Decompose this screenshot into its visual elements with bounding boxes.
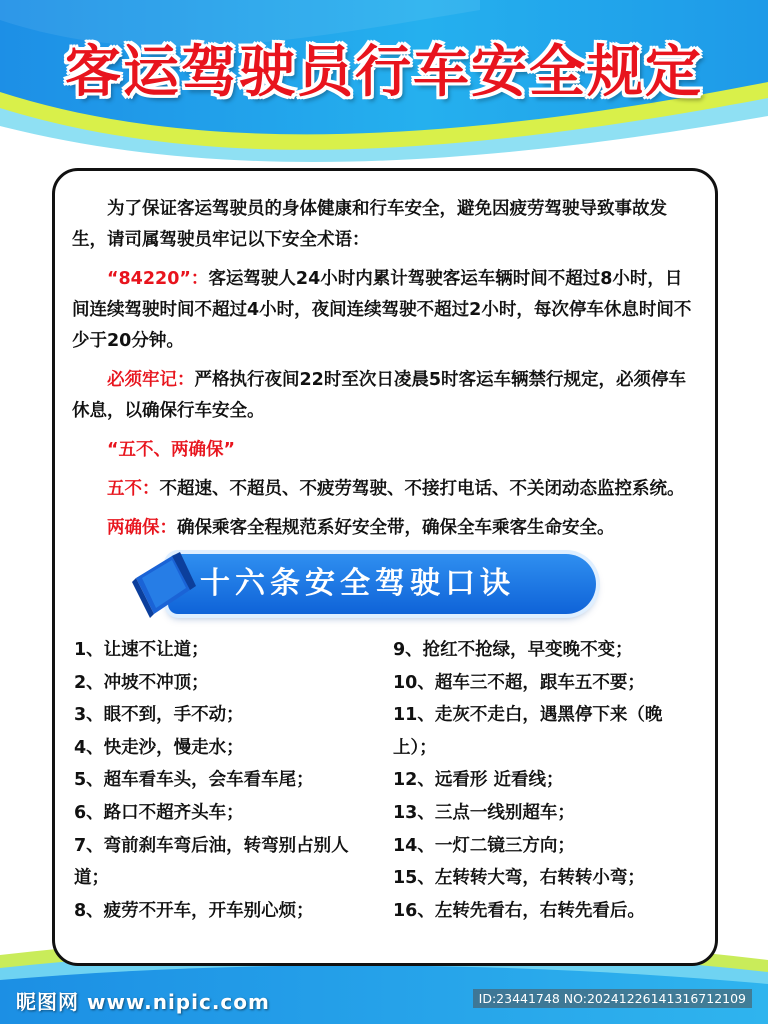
rule-item: 8、疲劳不开车，开车别心烦； — [74, 900, 314, 921]
rule-84220-text: 客运驾驶人24小时内累计驾驶客运车辆时间不超过8小时，日间连续驾驶时间不超过4小时，夜间连续驾驶不超过2小时，每次停车休息时间不少于20分钟。 — [72, 269, 692, 351]
watermark-text: 昵图网 www.nipic.com — [16, 990, 270, 1014]
rule-item: 3、眼不到，手不动； — [74, 705, 244, 726]
two-ensure — [72, 513, 694, 544]
five-no — [72, 474, 694, 505]
rule-item: 15、左转转大弯，右转转小弯； — [393, 868, 645, 889]
two-ensure-label: 两确保： — [107, 518, 177, 538]
five-no-label: 五不： — [107, 479, 160, 499]
rule-item: 12、远看形 近看线； — [393, 770, 564, 791]
must-remember-text: 严格执行夜间22时至次日凌晨5时客运车辆禁行规定，必须停车休息，以确保行车安全。 — [72, 370, 687, 421]
rule-item: 11、走灰不走白，遇黑停下来（晚上）； — [393, 705, 663, 758]
section-heading — [128, 548, 598, 620]
rule-item: 16、左转先看右，右转先看后。 — [393, 900, 645, 921]
two-ensure-text: 确保乘客全程规范系好安全带，确保全车乘客生命安全。 — [177, 518, 615, 538]
heading-text: 十六条安全驾驶口诀 — [200, 566, 515, 601]
must-remember — [72, 365, 694, 427]
rule-item: 4、快走沙，慢走水； — [74, 737, 244, 758]
five-no-text: 不超速、不超员、不疲劳驾驶、不接打电话、不关闭动态监控系统。 — [159, 479, 685, 499]
image-id-badge: ID:23441748 NO:20241226141316712109 — [473, 989, 752, 1008]
rule-item: 7、弯前刹车弯后油，转弯别占别人道； — [74, 835, 349, 889]
rule-item: 9、抢红不抢绿，早变晚不变； — [393, 640, 633, 660]
page-title: 客运驾驶员行车安全规定 — [65, 40, 703, 105]
book-icon — [128, 548, 198, 620]
rule-84220 — [72, 264, 694, 357]
rule-item: 6、路口不超齐头车； — [74, 802, 244, 823]
rules-right-column — [393, 634, 693, 927]
intro-section — [72, 194, 694, 552]
rule-item: 10、超车三不超，跟车五不要； — [393, 672, 645, 693]
rule-84220-label: “84220”： — [107, 269, 209, 289]
five-two-title: “五不、两确保” — [107, 440, 236, 460]
rules-left-column — [74, 634, 380, 927]
rule-item: 1、让速不让道； — [74, 640, 209, 660]
rule-item: 2、冲坡不冲顶； — [74, 672, 209, 693]
rule-item: 13、三点一线别超车； — [393, 802, 575, 823]
intro-opening: 为了保证客运驾驶员的身体健康和行车安全，避免因疲劳驾驶导致事故发生，请司属驾驶员牢记以下安全术语： — [72, 199, 667, 250]
rule-item: 14、一灯二镜三方向； — [393, 835, 575, 856]
rule-item: 5、超车看车头，会车看车尾； — [74, 770, 314, 791]
must-remember-label: 必须牢记： — [107, 370, 195, 390]
